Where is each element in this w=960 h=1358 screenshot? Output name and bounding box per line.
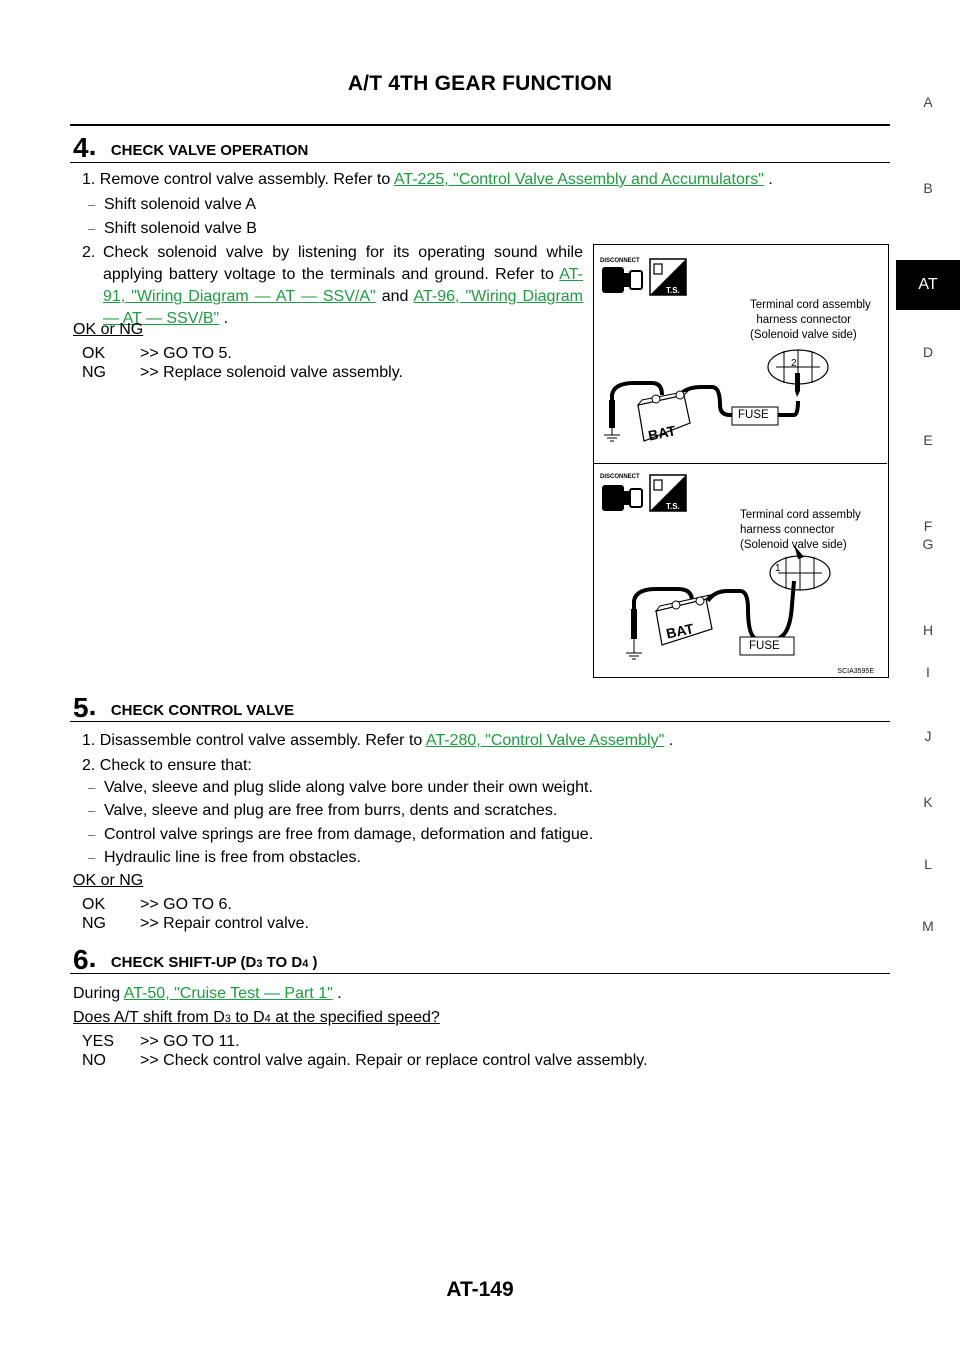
- ts-label: T.S.: [666, 286, 680, 295]
- step-number: 6: [73, 944, 89, 975]
- top-terminal-number: 2: [791, 358, 797, 369]
- figure-code: SCIA3595E: [837, 668, 874, 675]
- step4-bullet-b: – Shift solenoid valve B: [88, 220, 257, 237]
- step4-ok-result: OK >> GO TO 5.: [82, 345, 232, 362]
- step4-ng-result: NG >> Replace solenoid valve assembly.: [82, 364, 403, 381]
- step-6-header: 6. CHECK SHIFT-UP (D3 TO D4 ): [73, 942, 318, 975]
- link-at-96[interactable]: AT-96, "Wiring Diagram — AT — SSV/B": [103, 288, 583, 327]
- disconnect-icon-2: [602, 485, 642, 511]
- step-number: 4: [73, 132, 89, 163]
- page-number: AT-149: [446, 1278, 514, 1301]
- bottom-terminal-number: 1: [775, 563, 781, 574]
- link-at-280[interactable]: AT-280, "Control Valve Assembly": [425, 732, 665, 749]
- link-at-225[interactable]: AT-225, "Control Valve Assembly and Accumulators": [393, 171, 764, 188]
- step5-ok-ng: OK or NG: [73, 872, 144, 889]
- side-tab-k[interactable]: K: [923, 794, 933, 810]
- side-tab-i[interactable]: I: [926, 664, 930, 680]
- ts-label-2: T.S.: [666, 502, 680, 511]
- step4-bullet-a: – Shift solenoid valve A: [88, 196, 257, 213]
- side-tab-a[interactable]: A: [923, 94, 933, 110]
- step-heading: CHECK VALVE OPERATION: [110, 142, 309, 159]
- step4-ok-ng: OK or NG: [73, 321, 144, 338]
- step5-item1: 1. Disassemble control valve assembly. Refer to AT-280, "Control Valve Assembly" .: [82, 732, 674, 749]
- link-at-50[interactable]: AT-50, "Cruise Test — Part 1": [123, 985, 333, 1002]
- page-title: A/T 4TH GEAR FUNCTION: [347, 72, 613, 95]
- link-at-91[interactable]: AT-91, "Wiring Diagram — AT — SSV/A": [103, 266, 583, 305]
- step5-bullet: – Control valve springs are free from damage, deformation and fatigue.: [88, 826, 594, 843]
- bottom-battery-label: BAT: [664, 620, 696, 642]
- step6-yes-result: YES >> GO TO 11.: [82, 1033, 240, 1050]
- step5-bullet: – Valve, sleeve and plug slide along valve bore under their own weight.: [88, 779, 593, 796]
- step-heading: CHECK SHIFT-UP (D3 TO D4 ): [110, 954, 318, 971]
- step-rule: [70, 721, 890, 722]
- side-tab-g[interactable]: G: [922, 536, 934, 552]
- step5-bullet: – Valve, sleeve and plug are free from burrs, dents and scratches.: [88, 802, 558, 819]
- side-tab-j[interactable]: J: [924, 728, 932, 744]
- step6-during: During AT-50, "Cruise Test — Part 1" .: [73, 985, 342, 1002]
- step6-no-result: NO >> Check control valve again. Repair or replace control valve assembly.: [82, 1052, 648, 1069]
- solenoid-test-figure: [593, 244, 889, 678]
- step5-ng-result: NG >> Repair control valve.: [82, 915, 309, 932]
- side-tab-l[interactable]: L: [924, 856, 932, 872]
- step-4-header: 4. CHECK VALVE OPERATION: [73, 130, 309, 163]
- disconnect-label: DISCONNECT: [600, 258, 640, 264]
- step-rule: [70, 162, 890, 163]
- disconnect-icon: [602, 267, 642, 293]
- step-5-header: 5. CHECK CONTROL VALVE: [73, 690, 295, 723]
- side-tab-at[interactable]: AT: [896, 260, 960, 310]
- side-tab-b[interactable]: B: [923, 180, 933, 196]
- side-tab-h[interactable]: H: [922, 622, 934, 638]
- figure-divider: [594, 463, 887, 464]
- step5-item2: 2. Check to ensure that:: [82, 757, 252, 774]
- side-tab-m[interactable]: M: [922, 918, 934, 934]
- side-tab-e[interactable]: E: [923, 432, 933, 448]
- step5-bullet: – Hydraulic line is free from obstacles.: [88, 849, 361, 866]
- side-tab-f[interactable]: F: [923, 518, 933, 534]
- step5-ok-result: OK >> GO TO 6.: [82, 896, 232, 913]
- step-heading: CHECK CONTROL VALVE: [110, 702, 295, 719]
- step-number: 5: [73, 692, 89, 723]
- bottom-connector-label: Terminal cord assembly harness connector (Solenoid valve side): [740, 509, 861, 551]
- top-connector-label: Terminal cord assembly harness connector (Solenoid valve side): [750, 299, 871, 341]
- top-battery-label: BAT: [646, 422, 678, 444]
- top-fuse-label: FUSE: [738, 409, 769, 421]
- step4-item2: Check solenoid valve by listening for its operating sound while applying battery voltage to the terminals and ground. Refer to AT-91, "Wiring Diagram — AT — SSV/A" and AT-96, "Wiring Diagram — AT — SSV/B" .: [103, 244, 583, 327]
- step6-question: Does A/T shift from D3 to D4 at the specified speed?: [73, 1009, 440, 1026]
- disconnect-label-2: DISCONNECT: [600, 474, 640, 480]
- side-tab-d[interactable]: D: [922, 344, 934, 360]
- bottom-fuse-label: FUSE: [749, 640, 780, 652]
- step4-item1: 1. Remove control valve assembly. Refer to AT-225, "Control Valve Assembly and Accumulators" .: [82, 171, 773, 188]
- title-rule: [70, 124, 890, 126]
- step-rule: [70, 973, 890, 974]
- step4-item2-num: 2.: [82, 244, 96, 261]
